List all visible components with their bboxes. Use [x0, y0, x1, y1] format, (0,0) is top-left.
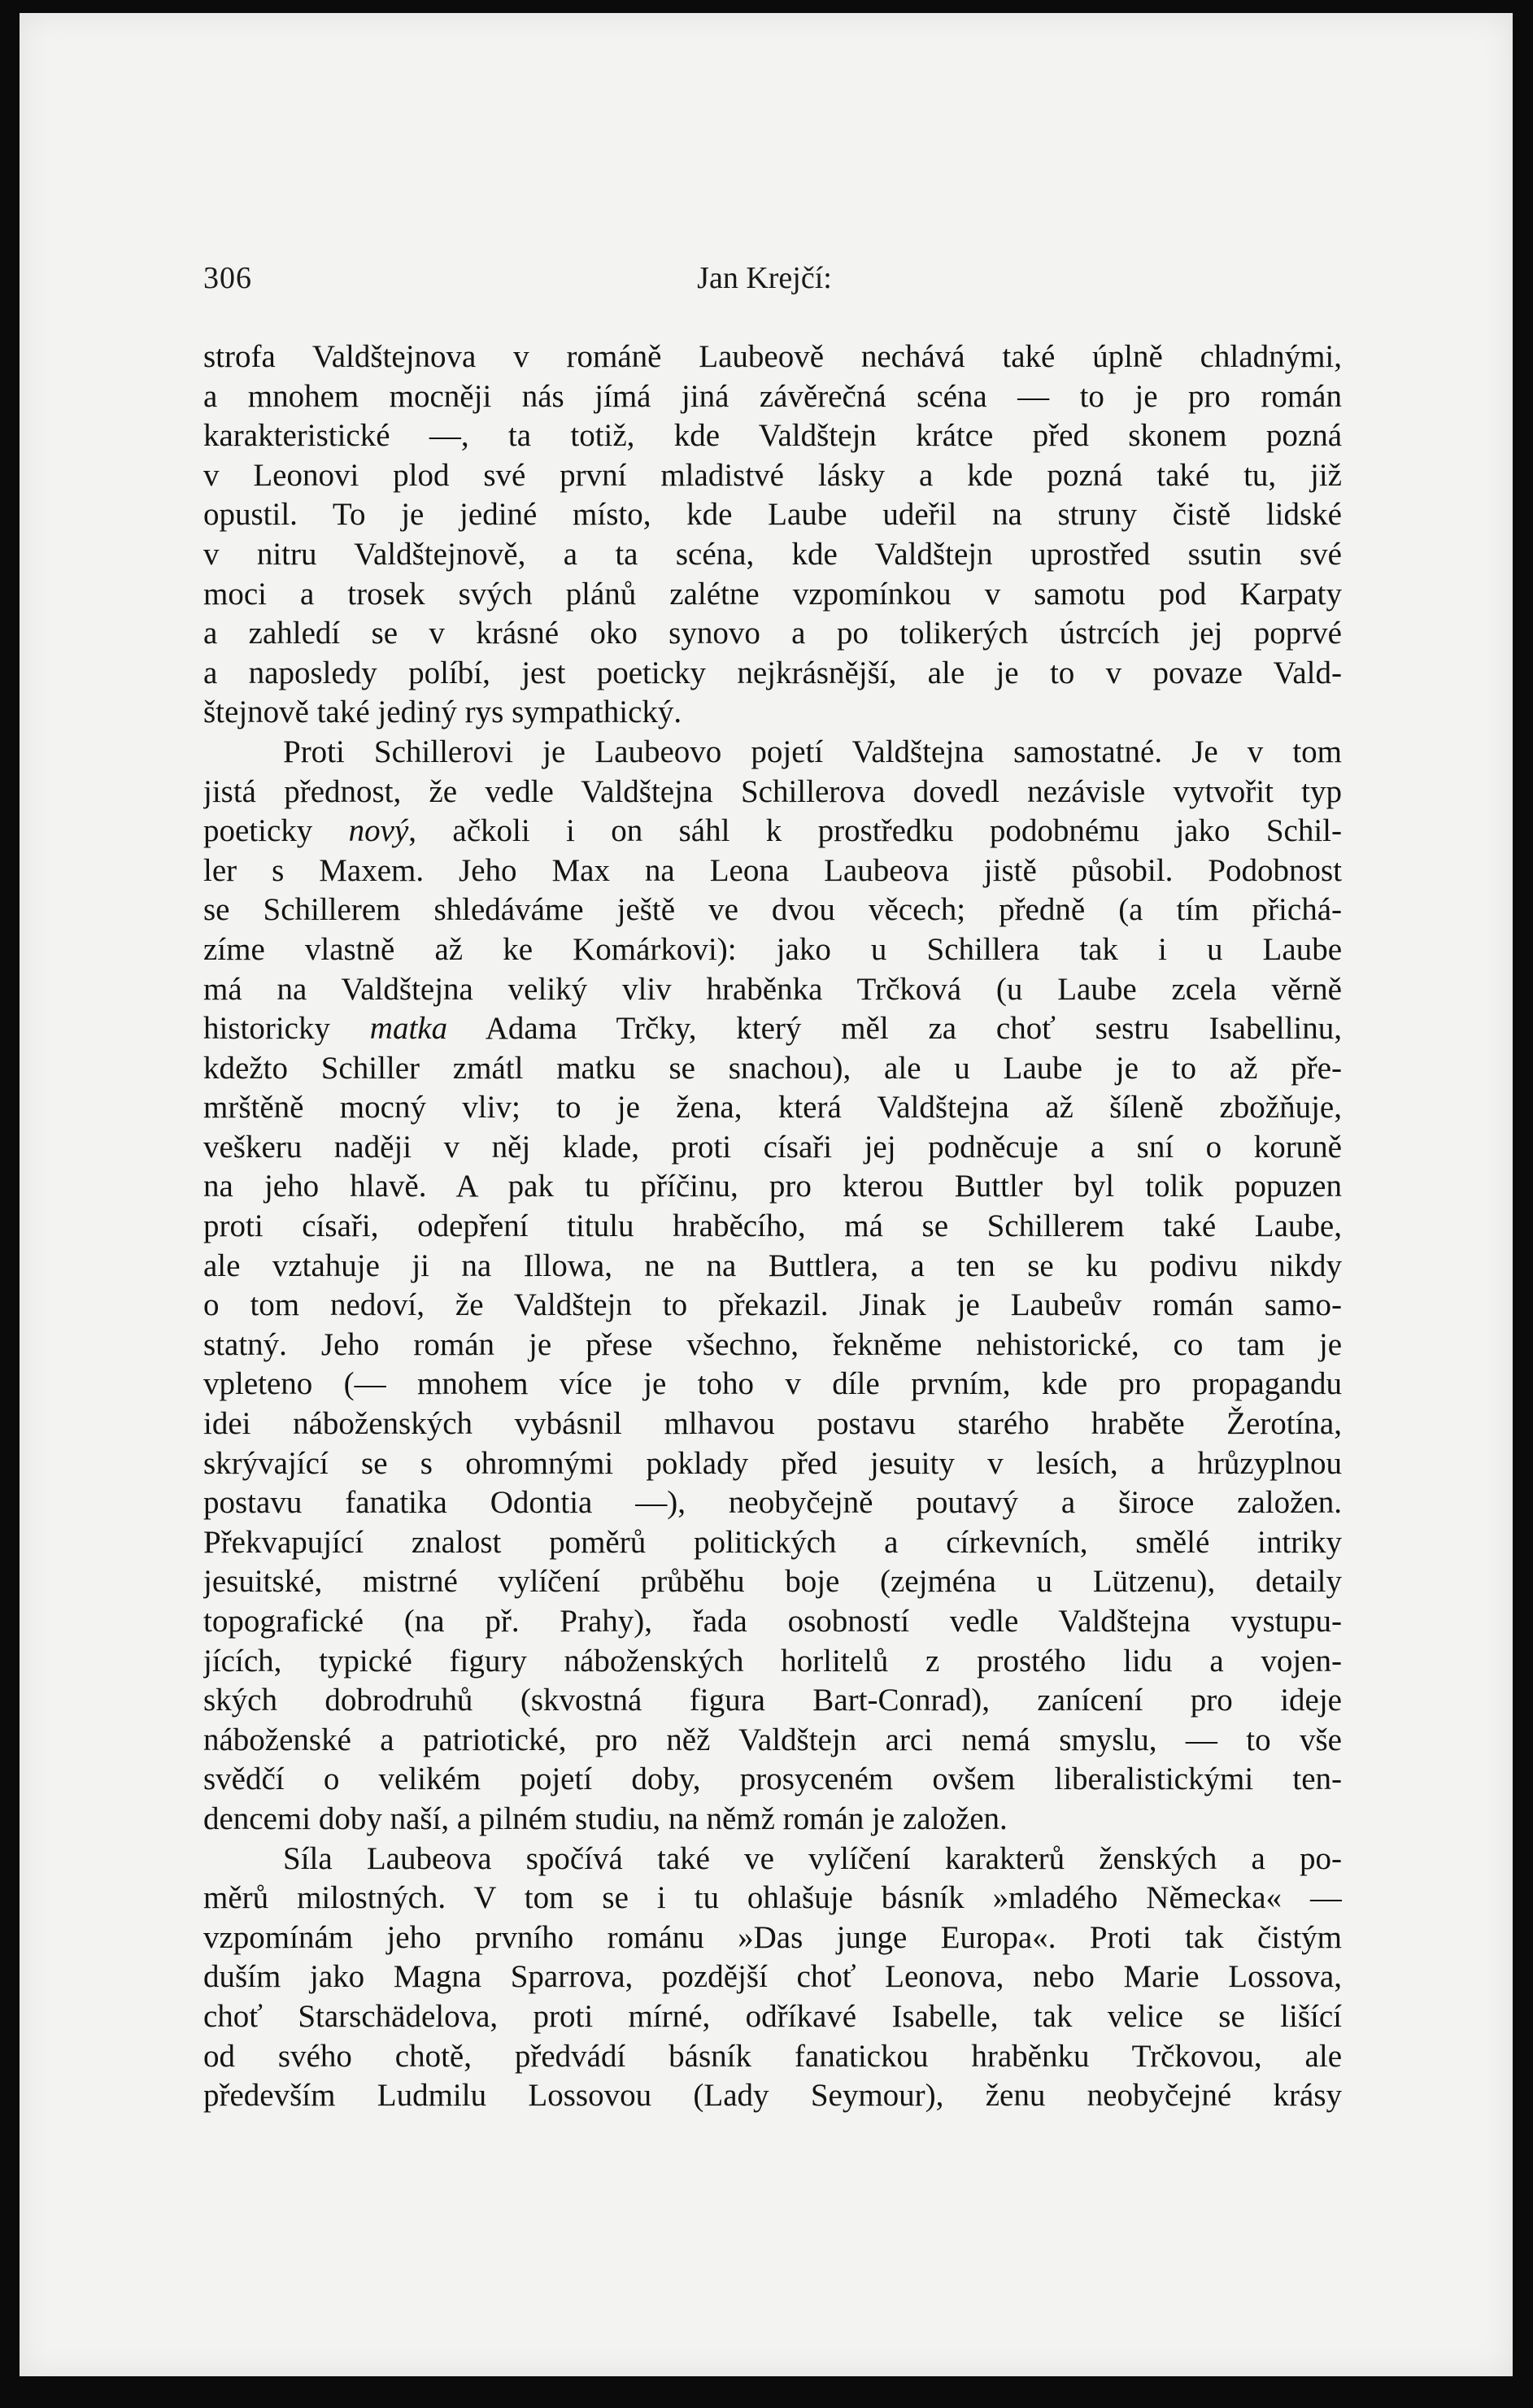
text-line: kdežto Schiller zmátl matku se snachou), ale u Laube je to až pře- — [203, 1050, 1342, 1086]
text-line: idei náboženských vybásnil mlhavou postavu starého hraběte Žerotína, — [203, 1406, 1342, 1442]
text-line: karakteristické —, ta totiž, kde Valdštejn krátce před skonem pozná — [203, 418, 1342, 454]
text-line: zíme vlastně až ke Komárkovi): jako u Schillera tak i u Laube — [203, 931, 1342, 967]
text-line: náboženské a patriotické, pro něž Valdštejn arci nemá smyslu, — to vše — [203, 1722, 1342, 1757]
text-line: postavu fanatika Odontia —), neobyčejně poutavý a široce založen. — [203, 1485, 1342, 1521]
text-line: skrývající se s ohromnými poklady před jesuity v lesích, a hrůzyplnou — [203, 1445, 1342, 1481]
text-line: v Leonovi plod své první mladistvé lásky a kde pozná také tu, již — [203, 457, 1342, 493]
body-text — [203, 337, 1342, 2116]
text-line: a mnohem mocněji nás jímá jiná závěrečná scéna — to je pro román — [203, 378, 1342, 414]
text-line: se Schillerem shledáváme ještě ve dvou věcech; předně (a tím přichá- — [203, 892, 1342, 928]
italic-word: matka — [369, 1011, 448, 1047]
text-line: jesuitské, mistrné vylíčení průběhu boje (zejména u Lützenu), detaily — [203, 1564, 1342, 1600]
text-line: ler s Maxem. Jeho Max na Leona Laubeova jistě působil. Podobnost — [203, 852, 1342, 888]
text-line: Síla Laubeova spočívá také ve vylíčení karakterů ženských a po- — [283, 1840, 1342, 1876]
text-line: duším jako Magna Sparrova, pozdější choť Leonova, nebo Marie Lossova, — [203, 1959, 1342, 1995]
text-line: Proti Schillerovi je Laubeovo pojetí Valdštejna samostatné. Je v tom — [283, 734, 1342, 769]
text-line: choť Starschädelova, proti mírné, odříkavé Isabelle, tak velice se lišící — [203, 1998, 1342, 2034]
text-line: poeticky nový, ačkoli i on sáhl k prostředku podobnému jako Schil- — [203, 813, 1342, 849]
text-line: Překvapující znalost poměrů politických a církevních, smělé intriky — [203, 1524, 1342, 1560]
text-line: dencemi doby naší, a pilném studiu, na němž román je založen. — [203, 1801, 1008, 1836]
text-line: o tom nedoví, že Valdštejn to překazil. Jinak je Laubeův román samo- — [203, 1287, 1342, 1323]
page-number: 306 — [203, 261, 252, 295]
text-line: jistá přednost, že vedle Valdštejna Schillerova dovedl nezávisle vytvořit typ — [203, 773, 1342, 809]
running-head: Jan Krejčí: — [697, 261, 832, 295]
text-line: veškeru naději v něj klade, proti císaři jej podněcuje a sní o koruně — [203, 1129, 1342, 1165]
text-line: topografické (na př. Prahy), řada osobností vedle Valdštejna vystupu- — [203, 1604, 1342, 1639]
text-line: vpleteno (— mnohem více je toho v díle prvním, kde pro propagandu — [203, 1366, 1342, 1402]
text-line: moci a trosek svých plánů zalétne vzpomínkou v samotu pod Karpaty — [203, 576, 1342, 612]
text-line: měrů milostných. V tom se i tu ohlašuje básník »mladého Německa« — — [203, 1880, 1342, 1916]
text-line: především Ludmilu Lossovou (Lady Seymour), ženu neobyčejné krásy — [203, 2078, 1342, 2114]
text-line: na jeho hlavě. A pak tu příčinu, pro kterou Buttler byl tolik popuzen — [203, 1169, 1342, 1204]
text-line: ale vztahuje ji na Illowa, ne na Buttlera, a ten se ku podivu nikdy — [203, 1248, 1342, 1283]
text-line: historicky matka Adama Trčky, který měl za choť sestru Isabellinu, — [203, 1011, 1342, 1047]
page-header — [203, 260, 1326, 301]
text-line: a naposledy políbí, jest poeticky nejkrásnější, ale je to v povaze Vald- — [203, 655, 1342, 690]
text-line: strofa Valdštejnova v románě Laubeově nechává také úplně chladnými, — [203, 339, 1342, 374]
text-line: v nitru Valdštejnově, a ta scéna, kde Valdštejn uprostřed ssutin své — [203, 536, 1342, 572]
text-line: a zahledí se v krásné oko synovo a po tolikerých ústrcích jej poprvé — [203, 616, 1342, 651]
text-line: proti císaři, odepření titulu hraběcího, má se Schillerem také Laube, — [203, 1208, 1342, 1244]
text-line: jících, typické figury náboženských horlitelů z prostého lidu a vojen- — [203, 1643, 1342, 1679]
text-line: má na Valdštejna veliký vliv hraběnka Trčková (u Laube zcela věrně — [203, 971, 1342, 1007]
text-line: mrštěně mocný vliv; to je žena, která Valdštejna až šíleně zbožňuje, — [203, 1090, 1342, 1126]
text-line: ských dobrodruhů (skvostná figura Bart-Conrad), zanícení pro ideje — [203, 1683, 1342, 1718]
text-line: od svého chotě, předvádí básník fanatickou hraběnku Trčkovou, ale — [203, 2038, 1342, 2074]
text-line: statný. Jeho román je přese všechno, řekněme nehistorické, co tam je — [203, 1326, 1342, 1362]
italic-word: nový — [348, 813, 409, 849]
text-line: svědčí o velikém pojetí doby, prosyceném ovšem liberalistickými ten- — [203, 1761, 1342, 1797]
text-line: opustil. To je jediné místo, kde Laube udeřil na struny čistě lidské — [203, 497, 1342, 533]
text-line: štejnově také jediný rys sympathický. — [203, 695, 682, 730]
text-line: vzpomínám jeho prvního románu »Das junge Europa«. Proti tak čistým — [203, 1919, 1342, 1955]
